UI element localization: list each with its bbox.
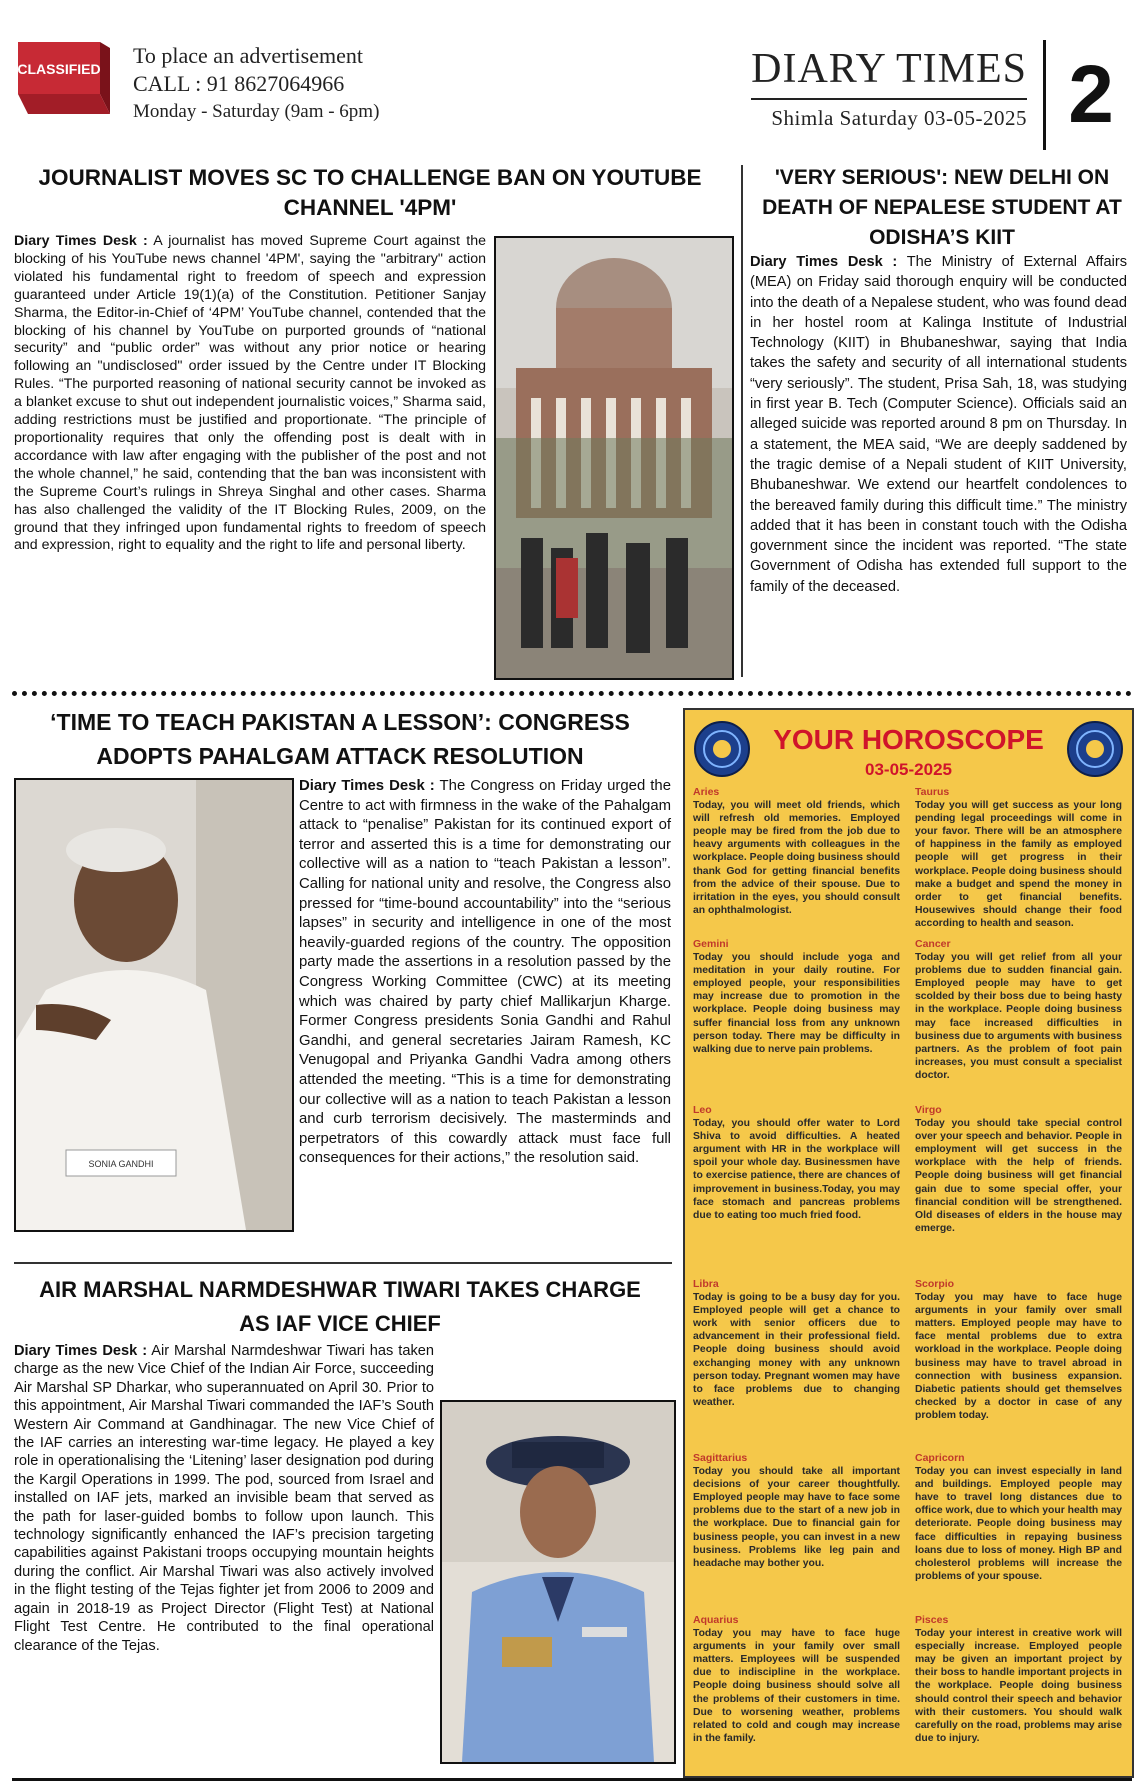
article-4-body — [14, 1342, 434, 1655]
horoscope-panel — [683, 708, 1134, 1778]
ad-line-1: To place an advertisement — [133, 43, 363, 68]
sign-gemini — [693, 938, 900, 1056]
sign-name: Aries — [693, 786, 720, 798]
article-3-text: The Congress on Friday urged the Centre to act with firmness in the wake of the Pahalgam attack to “penalise” Pakistan for its continued export of terror and asserted this is a time for demonstrating our collective will as a nation to “teach Pakistan a lesson”. Calling for national unity and resolve, the Congress also pressed for “time-bound accountability” into the “serious lapses” in security and intelligence in one of the most heavily-guarded regions of the country. The opposition party made the assertions in a resolution passed by the Congress Working Committee (CWC) at its meeting which was chaired by party chief Mallikarjun Kharge. Former Congress presidents Sonia Gandhi and Rahul Gandhi, and general secretaries Jairam Ramesh, KC Venugopal and Priyanka Gandhi Vadra among others attended the meeting. “This is a time for demonstrating our collective will as a nation to teach Pakistan a lesson and curb terrorism decisively. The masterminds and perpetrators of this cowardly attack must face full consequences for their actions,” the resolution said. — [299, 778, 671, 1167]
article-2-headline: 'VERY SERIOUS': NEW DELHI ON DEATH OF NEPALESE STUDENT AT ODISHA’S KIIT — [762, 166, 1122, 249]
photo-caption: SONIA GANDHI — [88, 1159, 154, 1169]
ad-line-2: CALL : 91 8627064966 — [133, 71, 345, 96]
page-number: 2 — [1043, 40, 1136, 150]
article-3-headline: ‘TIME TO TEACH PAKISTAN A LESSON’: CONGRESS ADOPTS PAHALGAM ATTACK RESOLUTION — [50, 709, 630, 769]
sign-text: Today you will get relief from all your problems due to sudden financial gain. Employed people may have to get scolded by their boss due to being hasty in the workplace. People doing business may face increased difficulties in business due to arguments with business partners. As the problem of foot pain increases, you must consult a specialist doctor. — [915, 952, 1122, 1081]
sign-text: Today, you will meet old friends, which will refresh old memories. Employed people may be fired from the job due to heavy arguments with colleagues in the workplace. People doing business should thank God for getting financial benefits from the advice of their spouse. Due to irritation in the eyes, you should consult an ophthalmologist. — [693, 800, 900, 916]
article-1-photo — [494, 236, 734, 680]
sign-name: Virgo — [915, 1104, 942, 1116]
sign-text: Today you should take special control over your speech and behavior. People in employment will get success in the workplace with the help of friends. People doing business will get financial gain due to some special offer, your financial condition will be strengthened. Old diseases of elders in the house may emerge. — [915, 1118, 1122, 1234]
article-1-text: A journalist has moved Supreme Court against the blocking of his YouTube news channel '4PM', saying the "arbitrary" action violated his fundamental right to freedom of speech and expression guaranteed under Article 19(1)(a) of the Constitution. Petitioner Sanjay Sharma, the Editor-in-Chief of ‘4PM’ YouTube channel, contended that the blocking of his channel by YouTube on purported grounds of “national security” and “public order” was without any prior notice or hearing following an "undisclosed" order issued by the Centre under IT Blocking Rules. “The purported reasoning of national security cannot be invoked as a blanket excuse to shut out independent journalistic voices,” Sharma said, adding restrictions must be justified and proportionate. “The principle of proportionality requires that only the offending post is dealt with in accordance with law after engaging with the publisher of the post and not the whole channel,” he said, contending that the ban was inconsistent with the Supreme Court’s rulings in Shreya Singhal and other cases. Sharma has also challenged the validity of the IT Blocking Rules, 2009, on the ground that they infringed upon fundamental rights to freedom of speech and expression, right to equality and the right to life and personal liberty. — [14, 233, 486, 554]
sign-name: Scorpio — [915, 1278, 955, 1290]
sign-capricorn — [915, 1452, 1122, 1583]
sign-name: Capricorn — [915, 1452, 965, 1464]
horoscope-date: 03-05-2025 — [865, 760, 952, 779]
article-4-text: Air Marshal Narmdeshwar Tiwari has taken charge as the new Vice Chief of the Indian Air Force, succeeding Air Marshal SP Dharkar, who superannuated on April 30. Prior to this appointment, Air Marshal Tiwari commanded the IAF’s South Western Air Command at Gandhinagar. The new Vice Chief of the IAF carries an interesting war-time legacy. He played a key role in operationalising the ‘Litening’ laser designation pod during the Kargil Operations in 1999. The pod, sourced from Israel and installed on IAF jets, marked an invisible beam that served as the path for laser-guided bombs to follow upon launch. This technology significantly enhanced the IAF’s precision targeting capabilities against Pakistani troops occupying mountain heights during the conflict. Air Marshal Tiwari was also actively involved in the flight testing of the Tejas fighter jet from 2006 to 2009 and again in 2018-19 as Project Director (Flight Test) at National Flight Test Centre. He contributed to the final operational clearance of the Tejas. — [14, 1343, 434, 1654]
sign-name: Aquarius — [693, 1614, 739, 1626]
article-1-byline: Diary Times Desk : — [14, 233, 148, 249]
sign-text: Today your interest in creative work will especially increase. Employed people may be given an important project by their boss to handle important projects in the workplace. People doing business should control their speech and behavior with their customers. You should walk carefully on the road, problems may arise due to injury. — [915, 1628, 1122, 1744]
article-4-headline: AIR MARSHAL NARMDESHWAR TIWARI TAKES CHARGE AS IAF VICE CHIEF — [39, 1277, 641, 1336]
section-divider — [12, 691, 1132, 696]
article-3-byline: Diary Times Desk : — [299, 778, 435, 794]
article-2-text: The Ministry of External Affairs (MEA) on Friday said thorough enquiry will be conducted into the death of a Nepalese student, who was found dead in her hostel room at Kalinga Institute of Industrial Technology (KIIT) in Bhubaneshwar, saying that India takes the safety and security of all international students “very seriously”. The student, Prisa Sah, 18, was studying in first year B. Tech (Computer Science). Officials said an alleged suicide was reported around 8 pm on Thursday. In a statement, the MEA said, “We are deeply saddened by the tragic demise of a Nepali student of KIIT University, Bhubaneshwar. We extend our heartfelt condolences to the bereaved family during this difficult time.” The ministry added that it has been in constant touch with the Odisha government since the incident was reported. “The state Government of Odisha has extended full support to the family of the deceased. — [750, 254, 1127, 595]
sign-name: Leo — [693, 1104, 712, 1116]
horoscope-title: YOUR HOROSCOPE — [773, 724, 1044, 755]
sign-text: Today you may have to face huge arguments in your family over small matters. Employees will be suspended due to indiscipline in the workplace. People doing business should solve all the problems of their customers in time. Due to worsening weather, problems related to cold and cough may increase in the family. — [693, 1628, 900, 1744]
article-4-byline: Diary Times Desk : — [14, 1343, 148, 1359]
sign-virgo — [915, 1104, 1122, 1235]
sign-text: Today you should include yoga and meditation in your daily routine. For employed people, your responsibilities may increase due to promotion in the workplace. People doing business may suffer financial loss from any unknown person today. There may be difficulty in walking due to nerve pain problems. — [693, 952, 900, 1055]
sign-name: Taurus — [915, 786, 950, 798]
article-1-headline: JOURNALIST MOVES SC TO CHALLENGE BAN ON YOUTUBE CHANNEL '4PM' — [38, 165, 702, 220]
sign-cancer — [915, 938, 1122, 1082]
article-4-photo — [440, 1400, 676, 1764]
sign-scorpio — [915, 1278, 1122, 1422]
dateline: Shimla Saturday 03-05-2025 — [751, 98, 1027, 131]
ad-line-3: Monday - Saturday (9am - 6pm) — [133, 101, 380, 122]
article-divider — [14, 1262, 672, 1264]
sign-name: Libra — [693, 1278, 719, 1290]
supreme-court-image — [496, 238, 732, 678]
paper-name: DIARY TIMES — [751, 46, 1027, 92]
sign-aries — [693, 786, 900, 917]
advertisement-info — [133, 42, 379, 126]
sign-name: Gemini — [693, 938, 729, 950]
classified-ribbon — [14, 34, 114, 124]
article-1-body — [14, 233, 486, 555]
sign-name: Cancer — [915, 938, 951, 950]
sign-leo — [693, 1104, 900, 1222]
sign-text: Today you will get success as your long pending legal proceedings will come in your favor. There will be an atmosphere of happiness in the family as employed people will get progress in their workplace. People doing business should make a budget and spend the money in order to get financial benefits. Housewives should change their food according to health and season. — [915, 800, 1122, 929]
sign-text: Today you can invest especially in land and buildings. Employed people may have to travel long distances due to office work, due to which your health may deteriorate. People doing business may face difficulties in repaying business loans due to loss of money. High BP and cholesterol problems will increase the problems of your spouse. — [915, 1466, 1122, 1582]
sign-text: Today is going to be a busy day for you. Employed people will get a chance to work with senior officers due to advancement in their professional field. People doing business should avoid exchanging money with any unknown person today. Pregnant women may have to face problems due to changing weather. — [693, 1292, 900, 1408]
article-3-body — [299, 777, 671, 1169]
sign-text: Today you may have to face huge arguments in your family over small matters. Employed people may have to face mental problems due to extra workload in the workplace. People doing business may have to travel abroad in connection with business expansion. Diabetic patients should get themselves checked by a doctor in case of any problem today. — [915, 1292, 1122, 1421]
sign-libra — [693, 1278, 900, 1409]
air-marshal-image — [442, 1402, 674, 1762]
sign-name: Sagittarius — [693, 1452, 748, 1464]
congress-leader-image — [16, 780, 292, 1230]
sign-pisces — [915, 1614, 1122, 1745]
sign-taurus — [915, 786, 1122, 930]
article-3-photo — [14, 778, 294, 1232]
article-2-body — [750, 252, 1127, 597]
sign-aquarius — [693, 1614, 900, 1745]
sign-text: Today, you should offer water to Lord Shiva to avoid difficulties. A heated argument with HR in the workplace will spoil your whole day. Businessmen have to exercise patience, there are chances of improvement in business.Today, you may face stomach and pancreas problems due to eating too much fried food. — [693, 1118, 900, 1221]
sign-text: Today you should take all important decisions of your career thoughtfully. Employed people may have to face some problems due to the start of a new job in the workplace. Due to financial gain for business people, you can invest in a new business. Problems like leg pain and headache may bother you. — [693, 1466, 900, 1569]
classified-label: CLASSIFIED — [17, 61, 101, 77]
masthead-brand — [751, 44, 1027, 131]
bottom-rule — [12, 1778, 1132, 1781]
sign-sagittarius — [693, 1452, 900, 1570]
sign-name: Pisces — [915, 1614, 949, 1626]
column-divider — [741, 165, 743, 677]
article-2-byline: Diary Times Desk : — [750, 254, 898, 270]
